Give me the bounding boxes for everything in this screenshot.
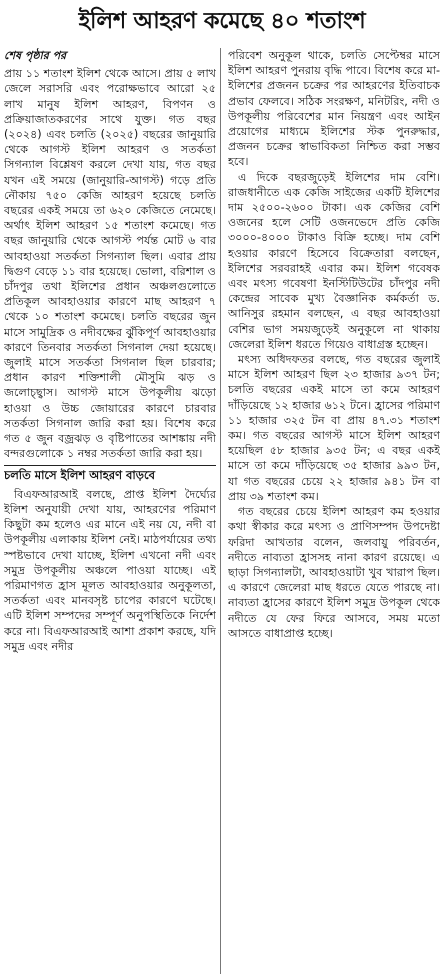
body-paragraph: এ দিকে বছরজুড়েই ইলিশের দাম বেশি। রাজধানীতে এক কেজি সাইজের একটি ইলিশের দাম ২৫০০-২৬০০ টাকা। এক কেজির বেশি ওজনের হলে সেটি ওজনভেদে প্রতি কেজি ৩০০০-৪০০০ টাকাও বিক্রি হচ্ছে। দাম বেশি হওয়ার কারণে হিসেবে বিক্রেতারা বলছেন, ইলিশের সরবরাহই এবার কম। ইলিশ গবেষক এবং মৎস্য গবেষণা ইনস্টিটিউটের চাঁদপুর নদী কেন্দ্রের সাবেক মুখ্য বৈজ্ঞানিক কর্মকর্তা ড. আনিসুর রহমান বলছেন, এ বছর আবহাওয়া বেশির ভাগ সময়জুড়েই অনুকূলে না থাকায় জেলেরা ইলিশ ধরতে গিয়েও বাধাগ্রস্ত হচ্ছেন। xyxy=(228,170,440,351)
body-paragraph: মৎস্য অধিদফতর বলছে, গত বছরের জুলাই মাসে ইলিশ আহরণ ছিল ২৩ হাজার ৯৩৭ টন; চলতি বছরের একই মাসে তা কমে আহরণ দাঁড়িয়েছে ১২ হাজার ৬১২ টনে। হ্রাসের পরিমাণ ১১ হাজার ৩২৫ টন বা প্রায় ৪৭.৩১ শতাংশ কম। গত বছরের আগস্ট মাসে ইলিশ আহরণ হয়েছিল ৫৮ হাজার ৯৩৫ টন; এ বছর একই মাসে তা কমে দাঁড়িয়েছে ৩৫ হাজার ৯৯৩ টন, যা গত বছরের চেয়ে ২২ হাজার ৯৪১ টন বা প্রায় ৩৯ শতাংশ কম। xyxy=(228,353,440,503)
column-divider xyxy=(220,48,221,974)
continued-from-kicker: শেষ পৃষ্ঠার পর xyxy=(4,49,67,62)
article-headline: ইলিশ আহরণ কমেছে ৪০ শতাংশ xyxy=(78,8,366,34)
right-column xyxy=(228,48,440,974)
left-column xyxy=(4,48,216,974)
body-paragraph: পরিবেশ অনুকূল থাকে, চলতি সেপ্টেম্বর মাসে ইলিশ আহরণ পুনরায় বৃদ্ধি পাবে। বিশেষ করে মা-ইলিশের প্রজনন চক্রের পর আহরণের ইতিবাচক প্রভাব ফেলবে। সঠিক সংরক্ষণ, মনিটরিং, নদী ও উপকূলীয় পরিবেশের মান নিয়ন্ত্রণ এবং আইন প্রয়োগের মাধ্যমে ইলিশের স্টক পুনরুদ্ধার, প্রজনন চক্রের স্বাভাবিকতা নিশ্চিত করা সম্ভব হবে। xyxy=(228,49,440,169)
body-paragraph: গত বছরের চেয়ে ইলিশ আহরণ কম হওয়ার কথা স্বীকার করে মৎস্য ও প্রাণিসম্পদ উপদেষ্টা ফরিদা আখতার বলেন, জলবায়ু পরিবর্তন, নদীতে নাব্যতা হ্রাসসহ নানা কারণ রয়েছে। এ ছাড়া সিগন্যালটা, আবহাওয়াটা খুব খারাপ ছিল। এ কারণে জেলেরা মাছ ধরতে যেতে পারছে না। নাব্যতা হ্রাসের কারণে ইলিশ সমুদ্র উপকূল থেকে নদীতে যে ফের ফিরে আসবে, সময় মতো আসতে বাধাপ্রাপ্ত হচ্ছে। xyxy=(228,505,440,640)
section-subheading: চলতি মাসে ইলিশ আহরণ বাড়বে xyxy=(4,465,216,483)
body-paragraph: বিএফআরআই বলছে, প্রাপ্ত ইলিশ দৈর্ঘ্যের ইলিশ অনুযায়ী দেখা যায়, আহরণের পরিমাণ কিছুটা কম হলেও এর মানে এই নয় যে, নদী বা উপকূলীয় এলাকায় ইলিশ নেই। মাঠপর্যায়ের তথ্য স্পষ্টভাবে দেখা যাচ্ছে, ইলিশ এখনো নদী এবং সমুদ্র উপকূলীয় অঞ্চলে পাওয়া যাচ্ছে। এই পরিমাণগত হ্রাস মূলত আবহাওয়ার অনুকূলতা, সতর্কতা এবং মানবসৃষ্ট চাপের কারণে ঘটেছে। এটি ইলিশ সম্পদের সম্পূর্ণ অনুপস্থিতিকে নির্দেশ করে না। বিএফআরআই আশা প্রকাশ করছে, যদি সমুদ্র এবং নদীর xyxy=(4,487,216,653)
body-paragraph: প্রায় ১১ শতাংশ ইলিশ থেকে আসে। প্রায় ৫ লাখ জেলে সরাসরি এবং পরোক্ষভাবে আরো ২৫ লাখ মানুষ ইলিশ আহরণ, বিপণন ও প্রক্রিয়াজাতকরণের সাথে যুক্ত। গত বছর (২০২৪) এবং চলতি (২০২৫) বছরের জানুয়ারি থেকে আগস্ট ইলিশ আহরণ ও সতর্কতা সিগন্যাল বিশ্লেষণ করলে দেখা যায়, গত বছর যখন এই সময়ে (জানুয়ারি-আগস্ট) গড়ে প্রতি নৌকায় ৭৫০ কেজি আহরণ হয়েছে চলতি বছরের একই সময়ে তা ৬২০ কেজিতে নেমেছে। অর্থাৎ ইলিশ আহরণ ১৫ শতাংশ কমেছে। গত বছর জানুয়ারি থেকে আগস্ট পর্যন্ত মোট ৬ বার আবহাওয়া সতর্কতা সিগন্যাল ছিল। এবার প্রায় দ্বিগুণ বেড়ে ১১ বার হয়েছে। ভোলা, বরিশাল ও চাঁদপুর তথা ইলিশের প্রধান অঞ্চলগুলোতে প্রতিকূল আবহাওয়ার কারণে মাছ আহরণ ৭ থেকে ১০ শতাংশ কমেছে। চলতি বছরের জুন মাসে সামুদ্রিক ও নদীবক্ষের ঝুঁকিপূর্ণ আবহাওয়ার কারণে তিনবার সতর্কতা সিগনাল দেয়া হয়েছে। জুলাই মাসে সতর্কতা সিগনাল ছিল চারবার; প্রধান কারণ শক্তিশালী মৌসুমি ঝড় ও জলোচ্ছ্বাস। আগস্ট মাসে উপকূলীয় ঝড়ো হাওয়া ও উচ্চ জোয়ারের কারণে চারবার সতর্কতা সিগনাল জারি করা হয়। বিশেষ করে গত ৫ জুন বজ্রঝড় ও বৃষ্টিপাতের আশঙ্কায় নদী বন্দরগুলোকে ১ নম্বর সতর্কতা জারি করা হয়। xyxy=(4,67,216,461)
